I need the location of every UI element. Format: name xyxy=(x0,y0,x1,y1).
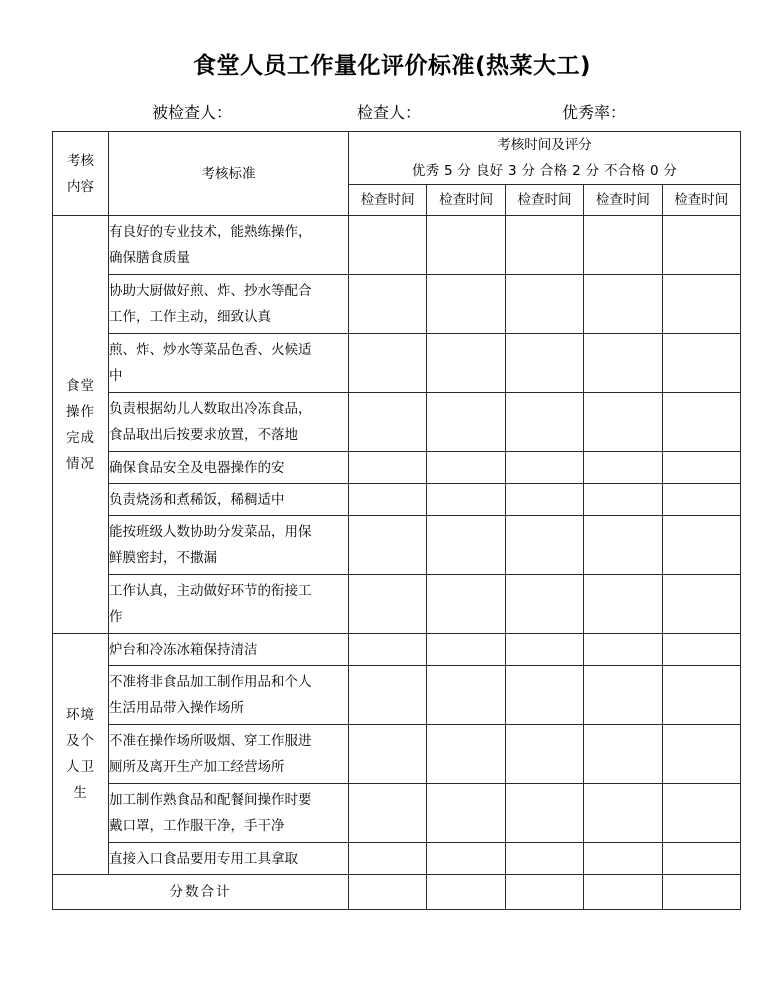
total-score-label: 分数合计 xyxy=(53,875,349,910)
criterion-line: 有良好的专业技术，能熟练操作， xyxy=(109,224,312,240)
category-line: 环境 xyxy=(66,707,95,723)
table-row xyxy=(53,334,741,393)
category-line: 食堂 xyxy=(66,377,95,394)
score-input-cell[interactable] xyxy=(505,216,583,275)
criterion-line: 不准将非食品加工制作用品和个人 xyxy=(109,674,312,690)
score-input-cell[interactable] xyxy=(427,484,505,516)
header-check-time-3: 检查时间 xyxy=(505,185,583,216)
header-content-column xyxy=(53,132,109,216)
score-input-cell[interactable] xyxy=(505,334,583,393)
score-input-cell[interactable] xyxy=(584,784,662,843)
score-input-cell[interactable] xyxy=(584,725,662,784)
score-input-cell[interactable] xyxy=(584,216,662,275)
criterion-line: 确保食品安全及电器操作的安 xyxy=(109,459,285,476)
table-row xyxy=(53,634,741,666)
table-row xyxy=(53,393,741,452)
criterion-line: 负责烧汤和煮稀饭，稀稠适中 xyxy=(109,491,285,508)
total-score-input-cell[interactable] xyxy=(505,875,583,910)
category-line: 人卫 xyxy=(66,759,95,775)
total-score-input-cell[interactable] xyxy=(427,875,505,910)
header-content-line1: 考核 xyxy=(67,152,94,169)
score-input-cell[interactable] xyxy=(349,393,427,452)
criterion-line: 加工制作熟食品和配餐间操作时要 xyxy=(109,792,312,808)
criterion-cell xyxy=(109,634,349,666)
inspector-label: 检查人： xyxy=(357,103,422,122)
score-input-cell[interactable] xyxy=(584,484,662,516)
score-input-cell[interactable] xyxy=(349,634,427,666)
header-check-time-2: 检查时间 xyxy=(427,185,505,216)
score-input-cell[interactable] xyxy=(427,575,505,634)
score-input-cell[interactable] xyxy=(349,484,427,516)
score-input-cell[interactable] xyxy=(505,575,583,634)
score-input-cell[interactable] xyxy=(505,634,583,666)
score-input-cell[interactable] xyxy=(349,516,427,575)
criterion-line: 鲜膜密封，不撒漏 xyxy=(109,550,217,566)
evaluation-table xyxy=(52,131,741,910)
header-score-group xyxy=(349,132,741,185)
score-input-cell[interactable] xyxy=(349,452,427,484)
inspectee-label: 被检查人： xyxy=(152,103,233,122)
score-input-cell[interactable] xyxy=(349,216,427,275)
score-input-cell[interactable] xyxy=(584,275,662,334)
table-row xyxy=(53,275,741,334)
score-input-cell[interactable] xyxy=(349,784,427,843)
criterion-cell xyxy=(109,452,349,484)
score-input-cell[interactable] xyxy=(584,393,662,452)
score-input-cell[interactable] xyxy=(427,452,505,484)
criterion-cell xyxy=(109,784,349,843)
score-input-cell[interactable] xyxy=(505,666,583,725)
criterion-line: 生活用品带入操作场所 xyxy=(109,700,244,716)
score-input-cell[interactable] xyxy=(662,516,740,575)
score-input-cell[interactable] xyxy=(349,275,427,334)
criterion-line: 炉台和冷冻冰箱保持清洁 xyxy=(109,641,258,658)
category-line: 生 xyxy=(73,785,88,801)
page-title: 食堂人员工作量化评价标准(热菜大工) xyxy=(192,53,592,79)
score-input-cell[interactable] xyxy=(662,484,740,516)
score-input-cell[interactable] xyxy=(505,275,583,334)
total-score-input-cell[interactable] xyxy=(349,875,427,910)
score-input-cell[interactable] xyxy=(584,452,662,484)
header-check-time-5: 检查时间 xyxy=(662,185,740,216)
score-input-cell[interactable] xyxy=(662,725,740,784)
score-input-cell[interactable] xyxy=(427,275,505,334)
score-input-cell[interactable] xyxy=(505,452,583,484)
criterion-line: 煎、炸、炒水等菜品色香、火候适 xyxy=(109,342,312,358)
criterion-line: 不准在操作场所吸烟、穿工作服进 xyxy=(109,733,312,749)
total-score-input-cell[interactable] xyxy=(584,875,662,910)
score-input-cell[interactable] xyxy=(349,725,427,784)
score-input-cell[interactable] xyxy=(427,843,505,875)
score-input-cell[interactable] xyxy=(584,634,662,666)
score-input-cell[interactable] xyxy=(427,393,505,452)
criterion-cell xyxy=(109,725,349,784)
criterion-line: 直接入口食品要用专用工具拿取 xyxy=(109,850,298,867)
table-row xyxy=(53,725,741,784)
header-check-time-4: 检查时间 xyxy=(584,185,662,216)
score-input-cell[interactable] xyxy=(662,666,740,725)
table-row xyxy=(53,484,741,516)
criterion-line: 食品取出后按要求放置，不落地 xyxy=(109,427,298,443)
score-input-cell[interactable] xyxy=(349,575,427,634)
score-input-cell[interactable] xyxy=(662,843,740,875)
score-input-cell[interactable] xyxy=(505,393,583,452)
criterion-line: 戴口罩，工作服干净，手干净 xyxy=(109,818,285,834)
criterion-cell xyxy=(109,275,349,334)
criterion-line: 工作，工作主动，细致认真 xyxy=(109,309,271,325)
score-input-cell[interactable] xyxy=(584,575,662,634)
criterion-cell xyxy=(109,216,349,275)
score-input-cell[interactable] xyxy=(505,843,583,875)
table-row xyxy=(53,216,741,275)
score-input-cell[interactable] xyxy=(662,334,740,393)
score-input-cell[interactable] xyxy=(349,334,427,393)
score-input-cell[interactable] xyxy=(584,843,662,875)
score-input-cell[interactable] xyxy=(427,634,505,666)
header-standard-column: 考核标准 xyxy=(109,132,349,216)
table-row xyxy=(53,452,741,484)
score-input-cell[interactable] xyxy=(505,784,583,843)
evaluation-table-wrapper xyxy=(52,131,740,910)
table-row xyxy=(53,575,741,634)
criterion-cell xyxy=(109,393,349,452)
criterion-line: 中 xyxy=(109,368,123,384)
criterion-cell xyxy=(109,843,349,875)
table-row xyxy=(53,516,741,575)
score-group-title: 考核时间及评分 xyxy=(497,137,592,153)
score-input-cell[interactable] xyxy=(584,666,662,725)
table-row xyxy=(53,666,741,725)
criterion-cell xyxy=(109,516,349,575)
category-line: 及个 xyxy=(66,733,95,749)
score-input-cell[interactable] xyxy=(427,216,505,275)
category-cell-1 xyxy=(53,216,109,634)
score-input-cell[interactable] xyxy=(427,784,505,843)
criterion-cell xyxy=(109,334,349,393)
category-line: 操作 xyxy=(66,403,95,420)
table-header-row-top xyxy=(53,132,741,185)
category-line: 情况 xyxy=(66,455,95,472)
score-input-cell[interactable] xyxy=(662,575,740,634)
criterion-line: 确保膳食质量 xyxy=(109,250,190,266)
excellent-rate-label: 优秀率： xyxy=(562,103,627,122)
criterion-line: 协助大厨做好煎、炸、抄水等配合 xyxy=(109,283,312,299)
table-footer-row xyxy=(53,875,741,910)
score-input-cell[interactable] xyxy=(662,216,740,275)
score-input-cell[interactable] xyxy=(427,334,505,393)
meta-header-row xyxy=(52,100,740,126)
score-input-cell[interactable] xyxy=(349,666,427,725)
table-row xyxy=(53,843,741,875)
score-input-cell[interactable] xyxy=(427,516,505,575)
criterion-line: 负责根据幼儿人数取出冷冻食品， xyxy=(109,401,312,417)
criterion-cell xyxy=(109,484,349,516)
header-check-time-1: 检查时间 xyxy=(349,185,427,216)
score-input-cell[interactable] xyxy=(662,275,740,334)
criterion-line: 作 xyxy=(109,609,123,625)
score-input-cell[interactable] xyxy=(427,666,505,725)
criterion-line: 能按班级人数协助分发菜品，用保 xyxy=(109,524,312,540)
header-content-line2: 内容 xyxy=(67,178,94,195)
score-input-cell[interactable] xyxy=(662,393,740,452)
score-input-cell[interactable] xyxy=(584,516,662,575)
score-input-cell[interactable] xyxy=(349,843,427,875)
table-row xyxy=(53,784,741,843)
criterion-cell xyxy=(109,666,349,725)
score-input-cell[interactable] xyxy=(662,784,740,843)
score-input-cell[interactable] xyxy=(584,334,662,393)
score-input-cell[interactable] xyxy=(662,452,740,484)
score-input-cell[interactable] xyxy=(427,725,505,784)
criterion-cell xyxy=(109,575,349,634)
score-input-cell[interactable] xyxy=(505,484,583,516)
total-score-input-cell[interactable] xyxy=(662,875,740,910)
score-group-scale: 优秀 5 分 良好 3 分 合格 2 分 不合格 0 分 xyxy=(411,163,678,179)
criterion-line: 厕所及离开生产加工经营场所 xyxy=(109,759,285,775)
score-input-cell[interactable] xyxy=(505,725,583,784)
score-input-cell[interactable] xyxy=(662,634,740,666)
category-line: 完成 xyxy=(66,429,95,446)
criterion-line: 工作认真，主动做好环节的衔接工 xyxy=(109,583,312,599)
category-cell-2 xyxy=(53,634,109,875)
score-input-cell[interactable] xyxy=(505,516,583,575)
